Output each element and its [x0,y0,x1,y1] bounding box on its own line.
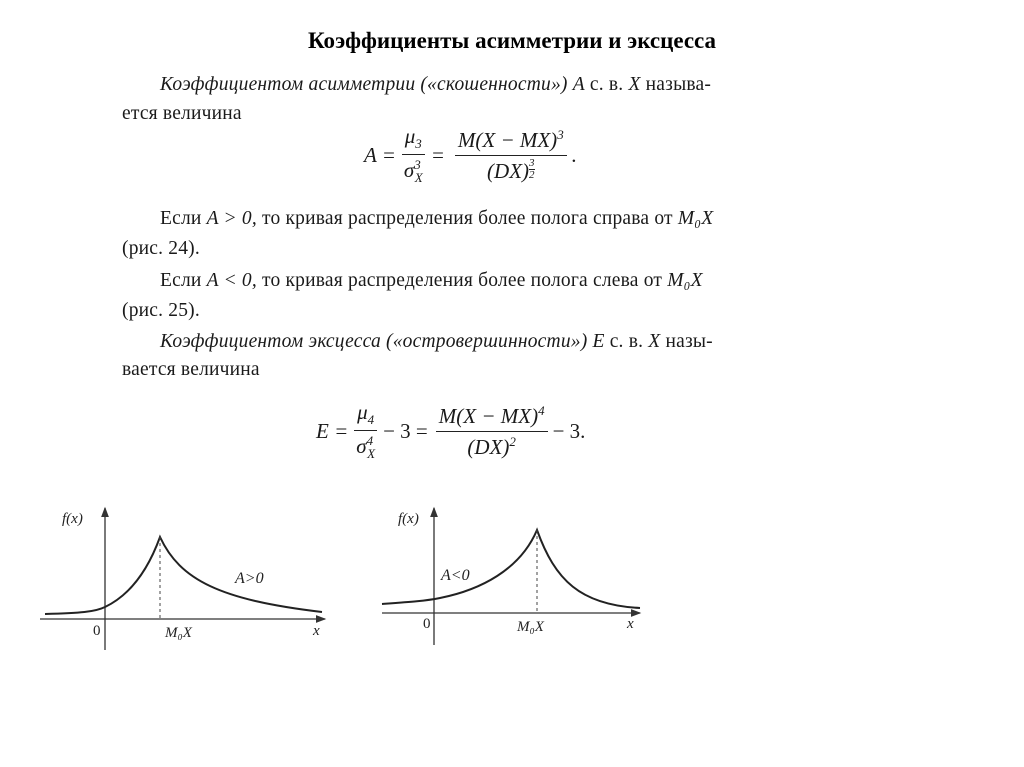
kurtosis-definition [160,331,713,353]
text: M(X − MX) [457,127,558,152]
text: то кривая распределения более полога слева от [262,270,663,291]
text: называ- [645,74,712,95]
text: 2 [509,433,516,449]
text: − 3 = [383,418,428,443]
distribution-figures [0,490,1024,670]
text: Если [160,270,202,291]
text: то кривая распределения более полога справа от [262,208,673,229]
text: назы- [665,331,713,352]
page-title: Коэффициенты асимметрии и эксцесса [307,28,717,53]
figure-reference: (рис. 25). [122,300,200,321]
text: σ [356,434,367,459]
text: M(X − MX) [438,403,539,428]
y-label: f(x) [62,511,83,527]
text: − 3. [552,418,586,443]
text: 3 [557,126,564,142]
text: с. в. [589,74,624,95]
text: μ [404,124,416,148]
formula-asymmetry [364,124,577,186]
text: E = [316,418,349,443]
text: X [648,331,661,352]
figure-positive-skew [40,508,325,650]
text: Коэффициентом асимметрии («скошенности») [160,74,568,95]
text: . [571,142,577,167]
text: 3 [529,156,535,169]
mode-label: M₀X [517,619,544,635]
text: 4 [366,433,374,449]
text: E [592,331,605,352]
figure-negative-skew [382,508,640,645]
text: (DX) [487,158,530,183]
text: с. в. [609,331,644,352]
text: A > 0, [206,208,257,229]
asymmetry-definition [160,74,711,96]
text: X [367,446,376,462]
origin-label: 0 [423,616,431,632]
density-curve [382,530,640,608]
text: 4 [538,402,545,418]
formula-kurtosis [316,400,585,462]
x-label: x [627,616,634,632]
density-curve [45,537,322,614]
text: X [628,74,641,95]
asymmetry-definition-cont: ется величина [122,103,242,124]
text: 3 [415,136,422,152]
text: A [572,74,585,95]
origin-label: 0 [93,623,101,639]
text: X [414,170,423,186]
text: M₀X [667,270,703,291]
figure-reference: (рис. 24). [122,238,200,259]
y-label: f(x) [398,511,419,527]
text: 4 [367,412,375,428]
text: Если [160,208,202,229]
mode-label: M₀X [165,625,192,641]
text: μ [357,400,368,424]
text: = [430,142,445,167]
skew-annotation: A<0 [441,567,470,584]
text: σ [403,158,415,183]
text: Коэффициентом эксцесса («островершинности») [160,331,588,352]
text: 2 [529,168,535,181]
positive-skew-text [160,208,713,230]
text: 3 [414,157,421,173]
text: A < 0, [206,270,257,291]
text: A = [364,142,396,167]
negative-skew-text [160,270,703,292]
text: (DX) [467,434,510,459]
x-label: x [313,623,320,639]
skew-annotation: A>0 [235,570,264,587]
text: M₀X [677,208,714,229]
kurtosis-definition-cont: вается величина [122,359,260,380]
